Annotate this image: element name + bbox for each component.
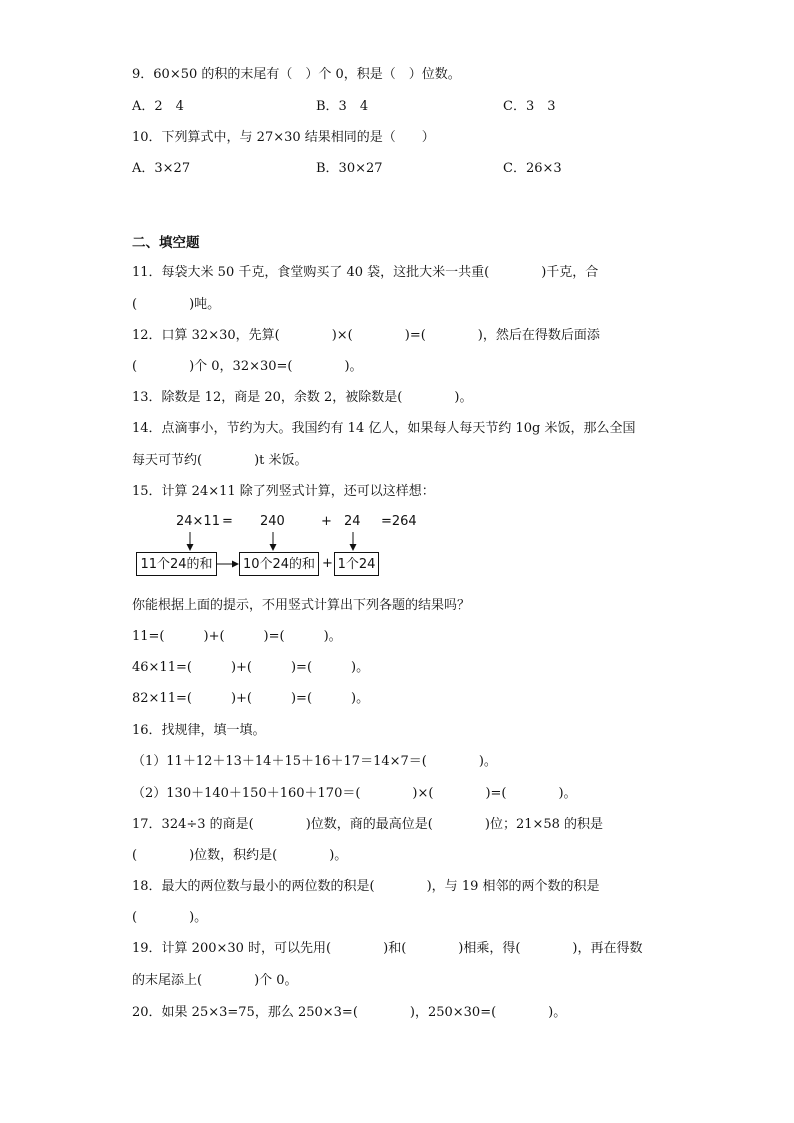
diagram-expression: 24×11	[176, 514, 220, 529]
q12-line1: 12．口算 32×30，先算( )×( )=( )，然后在得数后面添	[132, 328, 600, 343]
diagram-box-1x24: 1个24	[334, 552, 379, 576]
q10-stem: 10．下列算式中，与 27×30 结果相同的是（ ）	[132, 130, 435, 145]
q17-line1: 17．324÷3 的商是( )位数，商的最高位是( )位；21×58 的积是	[132, 817, 604, 832]
diagram-value-24: 24	[344, 514, 361, 529]
q9-option-b[interactable]: B．3 4	[316, 99, 369, 114]
q15-line1: 15．计算 24×11 除了列竖式计算，还可以这样想：	[132, 484, 435, 499]
q9-stem: 9．60×50 的积的末尾有（ ）个 0，积是（ ）位数。	[132, 67, 461, 82]
q15-line5: 82×11=( )+( )=( )。	[132, 691, 370, 706]
diagram-box-10x24: 10个24的和	[239, 552, 319, 576]
q9-option-c[interactable]: C．3 3	[503, 99, 556, 114]
diagram-value-240: 240	[260, 514, 285, 529]
q15-line4: 46×11=( )+( )=( )。	[132, 660, 370, 675]
q15-line3: 11=( )+( )=( )。	[132, 629, 342, 644]
section-title-fill-in: 二、填空题	[132, 235, 200, 251]
q17-line2: ( )位数，积约是( )。	[132, 848, 348, 863]
q16-line1: 16．找规律，填一填。	[132, 723, 266, 738]
q11-line2: ( )吨。	[132, 297, 221, 312]
diagram-equals: =	[222, 514, 233, 529]
q13-line1: 13．除数是 12，商是 20，余数 2，被除数是( )。	[132, 390, 473, 405]
diagram-result: =264	[381, 514, 417, 529]
q16-line2: （1）11＋12＋13＋14＋15＋16＋17＝14×7＝( )。	[132, 754, 497, 769]
q16-line3: （2）130＋140＋150＋160＋170＝( )×( )=( )。	[132, 786, 577, 801]
q15-line2: 你能根据上面的提示，不用竖式计算出下列各题的结果吗？	[132, 598, 471, 613]
q11-line1: 11．每袋大米 50 千克，食堂购买了 40 袋，这批大米一共重( )千克，合	[132, 265, 599, 280]
q14-line1: 14．点滴事小，节约为大。我国约有 14 亿人，如果每人每天节约 10g 米饭，那么全国	[132, 421, 636, 436]
q10-option-b[interactable]: B．30×27	[316, 161, 383, 176]
q20-line1: 20．如果 25×3=75，那么 250×3=( )，250×30=( )。	[132, 1005, 567, 1020]
q12-line2: ( )个 0，32×30=( )。	[132, 359, 363, 374]
diagram-box-plus: +	[322, 556, 333, 571]
diagram-box-11x24: 11个24的和	[136, 552, 217, 576]
q10-option-c[interactable]: C．26×3	[503, 161, 562, 176]
q10-option-a[interactable]: A．3×27	[132, 161, 191, 176]
diagram-plus: +	[321, 514, 332, 529]
q18-line1: 18．最大的两位数与最小的两位数的积是( )，与 19 相邻的两个数的积是	[132, 879, 600, 894]
q19-line1: 19．计算 200×30 时，可以先用( )和( )相乘，得( )，再在得数	[132, 941, 643, 956]
q18-line2: ( )。	[132, 910, 208, 925]
q9-option-a[interactable]: A．2 4	[132, 99, 184, 114]
q19-line2: 的末尾添上( )个 0。	[132, 973, 298, 988]
q14-line2: 每天可节约( )t 米饭。	[132, 453, 308, 468]
